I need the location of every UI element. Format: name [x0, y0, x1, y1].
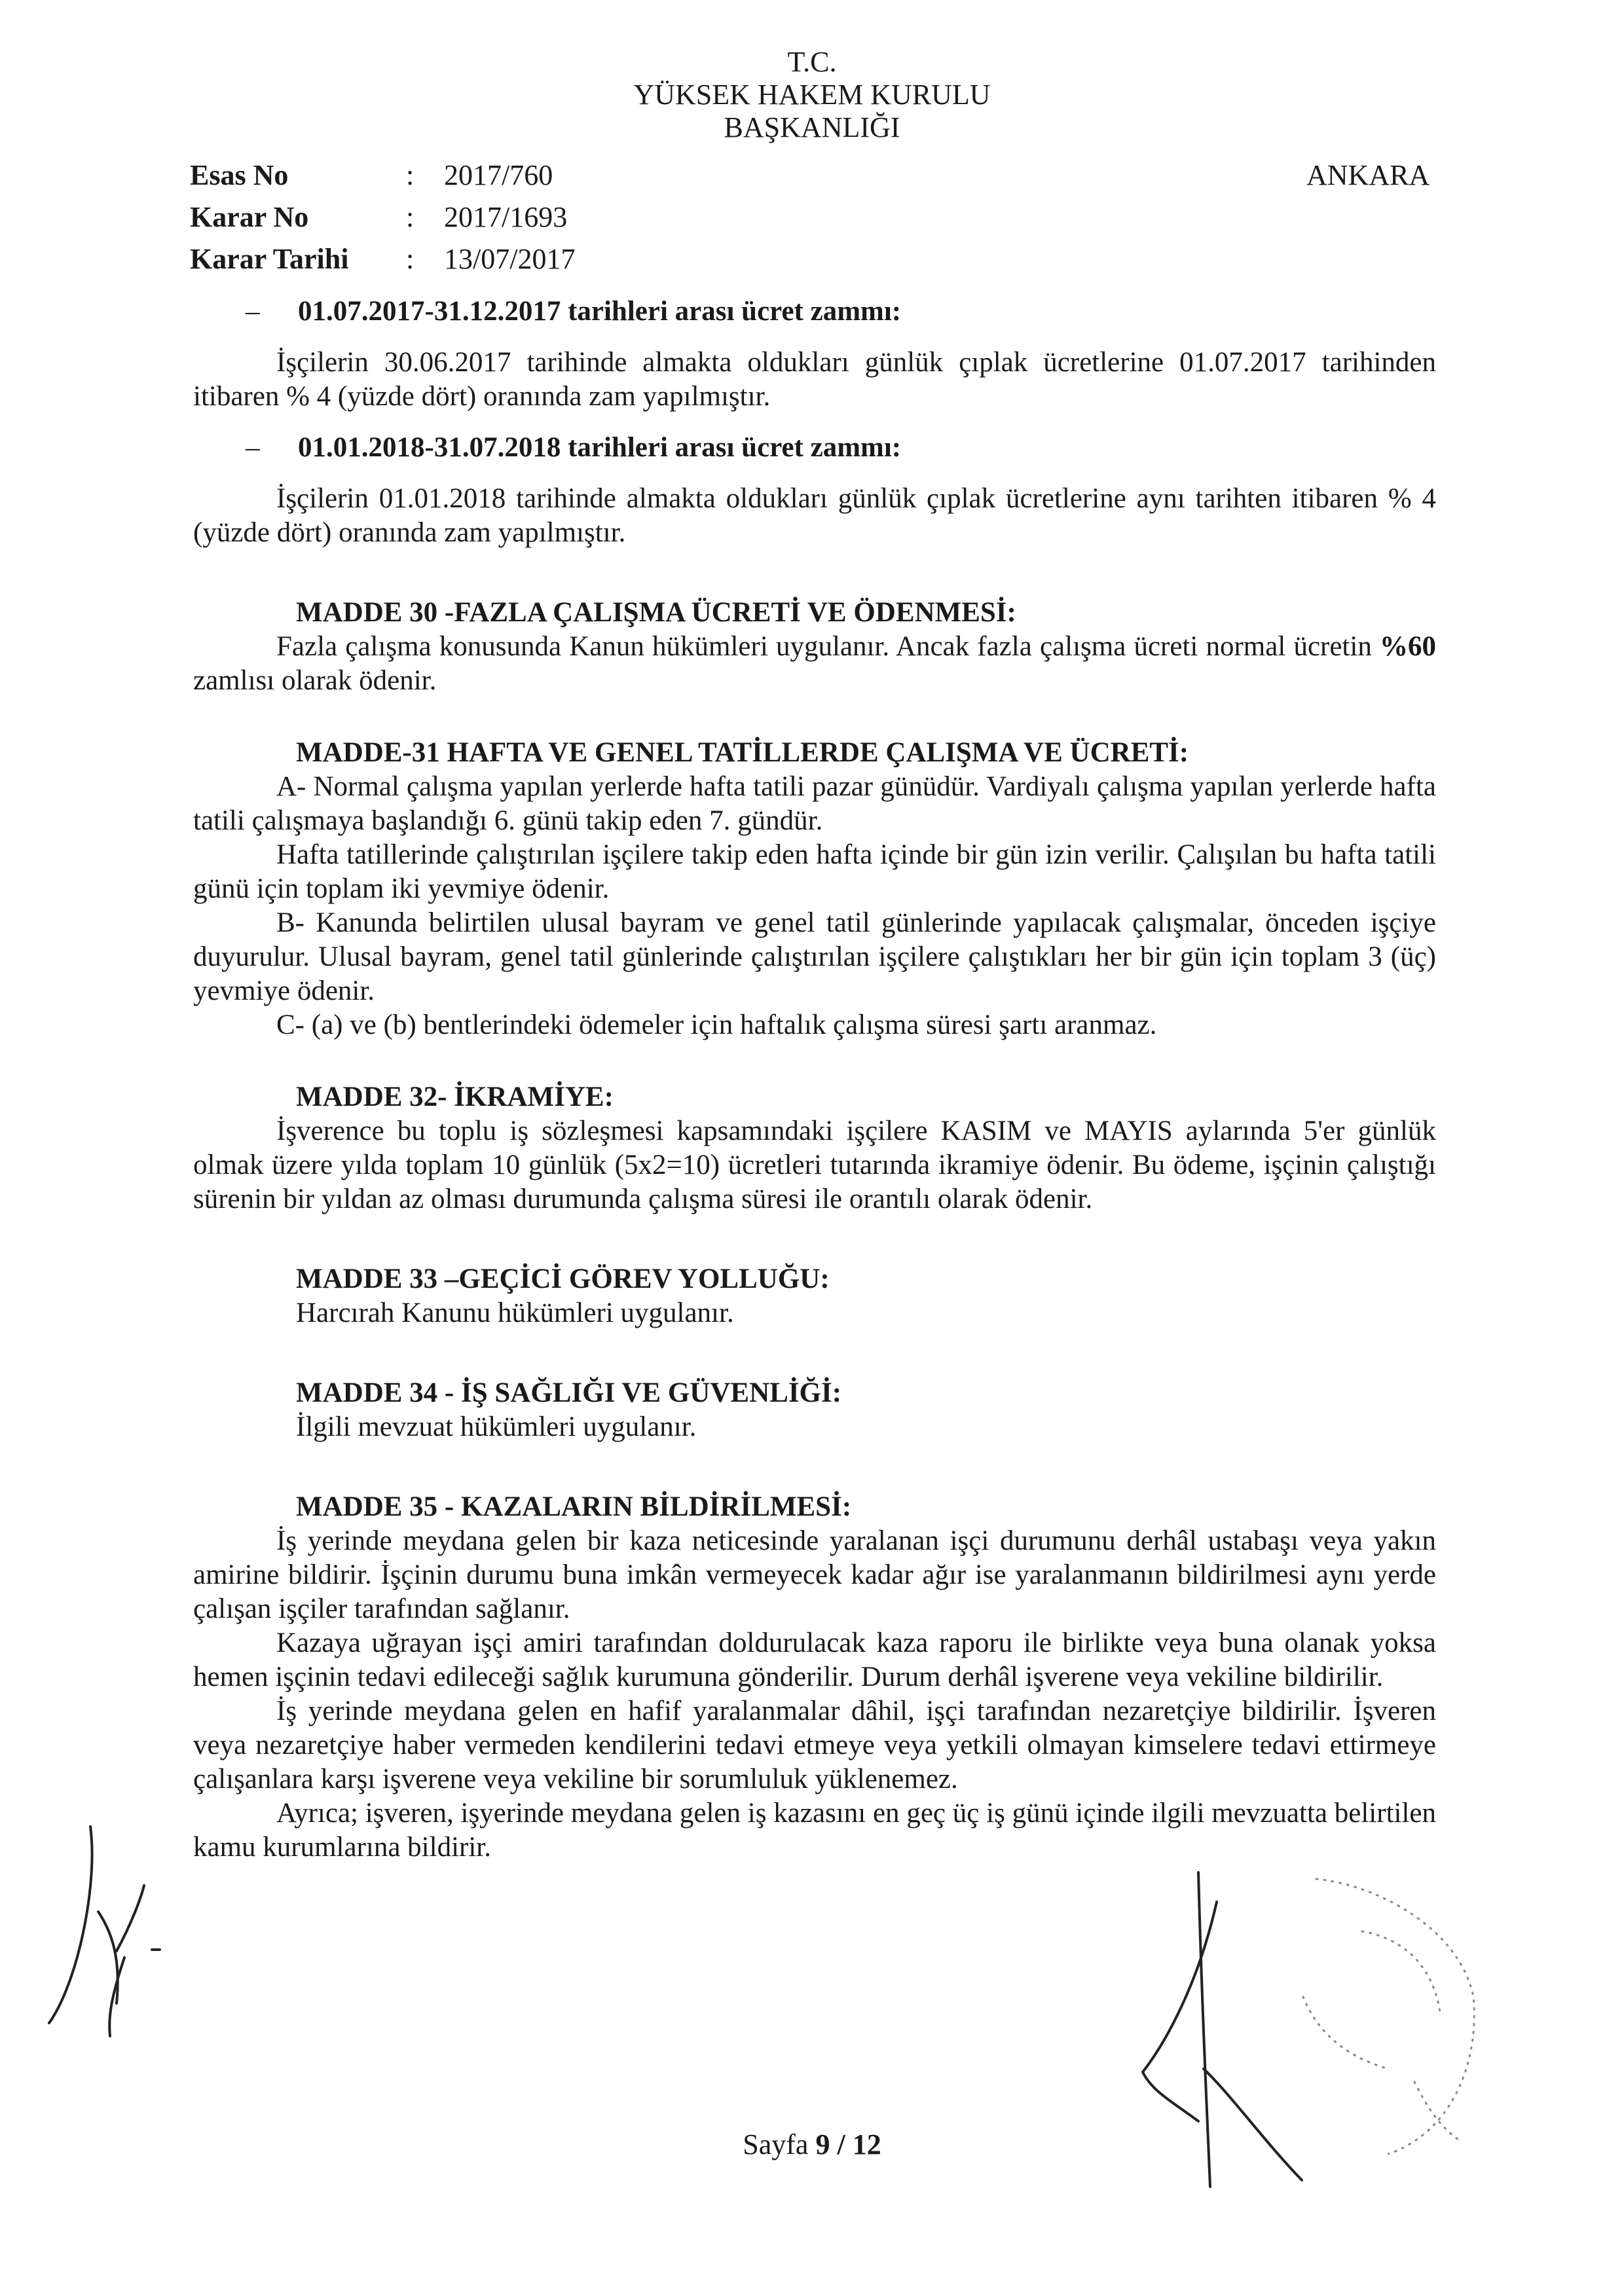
meta-label: Karar No: [190, 201, 309, 233]
raise2-dash: –: [246, 432, 260, 463]
raise1-text: İşçilerin 30.06.2017 tarihinde almakta oldukları günlük çıplak ücretlerine 01.07.2017 tarihinden itibaren % 4 (yüzde dört) oranında zam yapılmıştır.: [193, 347, 1436, 412]
m31-p2: Hafta tatillerinde çalıştırılan işçilere takip eden hafta içinde bir gün izin verilir. Çalışılan bu hafta tatili günü için toplam iki yevmiye ödenir.: [193, 839, 1436, 904]
raise2-title: 01.01.2018-31.07.2018 tarihleri arası ücret zammı:: [298, 432, 902, 463]
meta-label: Karar Tarihi: [190, 243, 349, 275]
official-stamp-trace: [1303, 1879, 1474, 2154]
m34-title: MADDE 34 - İŞ SAĞLIĞI VE GÜVENLİĞİ:: [296, 1377, 842, 1408]
meta-separator: :: [406, 159, 415, 191]
left-margin-initial: [49, 1827, 160, 2036]
meta-value: 2017/1693: [444, 201, 568, 233]
m32-title: MADDE 32- İKRAMİYE:: [296, 1082, 614, 1112]
meta-label: Esas No: [190, 159, 289, 191]
page-number-value: 9 / 12: [815, 2128, 881, 2160]
meta-separator: :: [406, 243, 415, 275]
m31-title: MADDE-31 HAFTA VE GENEL TATİLLERDE ÇALIŞMA VE ÜCRETİ:: [296, 737, 1189, 768]
m31-p1: A- Normal çalışma yapılan yerlerde hafta tatili pazar günüdür. Vardiyalı çalışma yapılan yerlerde hafta tatili çalışmaya başlandığı 6. günü takip eden 7. gündür.: [193, 771, 1436, 836]
raise2-text: İşçilerin 01.01.2018 tarihinde almakta oldukları günlük çıplak ücretlerine aynı tarihten itibaren % 4 (yüzde dört) oranında zam yapılmıştır.: [193, 483, 1436, 548]
header-country: T.C.: [787, 46, 837, 78]
m30-text-before: Fazla çalışma konusunda Kanun hükümleri uygulanır. Ancak fazla çalışma ücreti normal ücretin: [276, 631, 1380, 662]
meta-value: 2017/760: [444, 159, 553, 191]
m30-text-bold: %60: [1380, 631, 1436, 662]
m35-p4: Ayrıca; işveren, işyerinde meydana gelen iş kazasını en geç üç iş günü içinde ilgili mevzuatta belirtilen kamu kurumlarına bildirir.: [193, 1798, 1436, 1863]
raise1-title: 01.07.2017-31.12.2017 tarihleri arası ücret zammı:: [298, 296, 902, 327]
raise1-dash: –: [246, 296, 260, 327]
m35-p3: İş yerinde meydana gelen en hafif yaralanmalar dâhil, işçi tarafından nezaretçiye bildirilir. İşveren veya nezaretçiye haber vermeden kendilerini tedavi etmeye veya yetkili olmayan kimselere tedavi ettirmeye çalışanlara karşı işverene veya vekiline bir sorumluluk yüklenemez.: [193, 1696, 1436, 1795]
header-city: ANKARA: [1306, 159, 1430, 191]
m31-p3: B- Kanunda belirtilen ulusal bayram ve genel tatil günlerinde yapılacak çalışmalar, önceden işçiye duyurulur. Ulusal bayram, genel tatil günlerinde çalıştırılan işçilere çalıştıkları her bir gün için toplam 3 (üç) yevmiye ödenir.: [193, 907, 1436, 1006]
m35-title: MADDE 35 - KAZALARIN BİLDİRİLMESİ:: [296, 1491, 852, 1522]
m30-title: MADDE 30 -FAZLA ÇALIŞMA ÜCRETİ VE ÖDENMESİ:: [296, 597, 1016, 628]
m31-p4: C- (a) ve (b) bentlerindeki ödemeler için haftalık çalışma süresi şartı aranmaz.: [276, 1010, 1157, 1040]
m34-text: İlgili mevzuat hükümleri uygulanır.: [296, 1412, 697, 1442]
header-department: BAŞKANLIĞI: [724, 111, 900, 143]
meta-value: 13/07/2017: [444, 243, 576, 275]
m33-text: Harcırah Kanunu hükümleri uygulanır.: [296, 1298, 734, 1328]
m35-p2: Kazaya uğrayan işçi amiri tarafından doldurulacak kaza raporu ile birlikte veya buna olanak yoksa hemen işçinin tedavi edileceği sağlık kurumuna gönderilir. Durum derhâl işverene veya vekiline bildirilir.: [193, 1628, 1436, 1692]
right-signature: [1143, 1872, 1302, 2187]
m32-text: İşverence bu toplu iş sözleşmesi kapsamındaki işçilere KASIM ve MAYIS aylarında 5'er günlük olmak üzere yılda toplam 10 günlük (5x2=10) ücretleri tutarında ikramiye ödenir. Bu ödeme, işçinin çalıştığı sürenin bir yıldan az olması durumunda çalışma süresi ile orantılı olarak ödenir.: [193, 1116, 1436, 1214]
header-institution: YÜKSEK HAKEM KURULU: [633, 79, 991, 111]
m35-p1: İş yerinde meydana gelen bir kaza neticesinde yaralanan işçi durumunu derhâl ustabaşı veya yakın amirine bildirir. İşçinin durumu buna imkân vermeyecek kadar ağır ise yaralanmanın bildirilmesi aynı yerde çalışan işçiler tarafından sağlanır.: [193, 1525, 1436, 1624]
meta-separator: :: [406, 201, 415, 233]
page-number-prefix: Sayfa: [743, 2128, 816, 2160]
m33-title: MADDE 33 –GEÇİCİ GÖREV YOLLUĞU:: [296, 1264, 830, 1294]
m30-text-after: zamlısı olarak ödenir.: [193, 665, 437, 696]
